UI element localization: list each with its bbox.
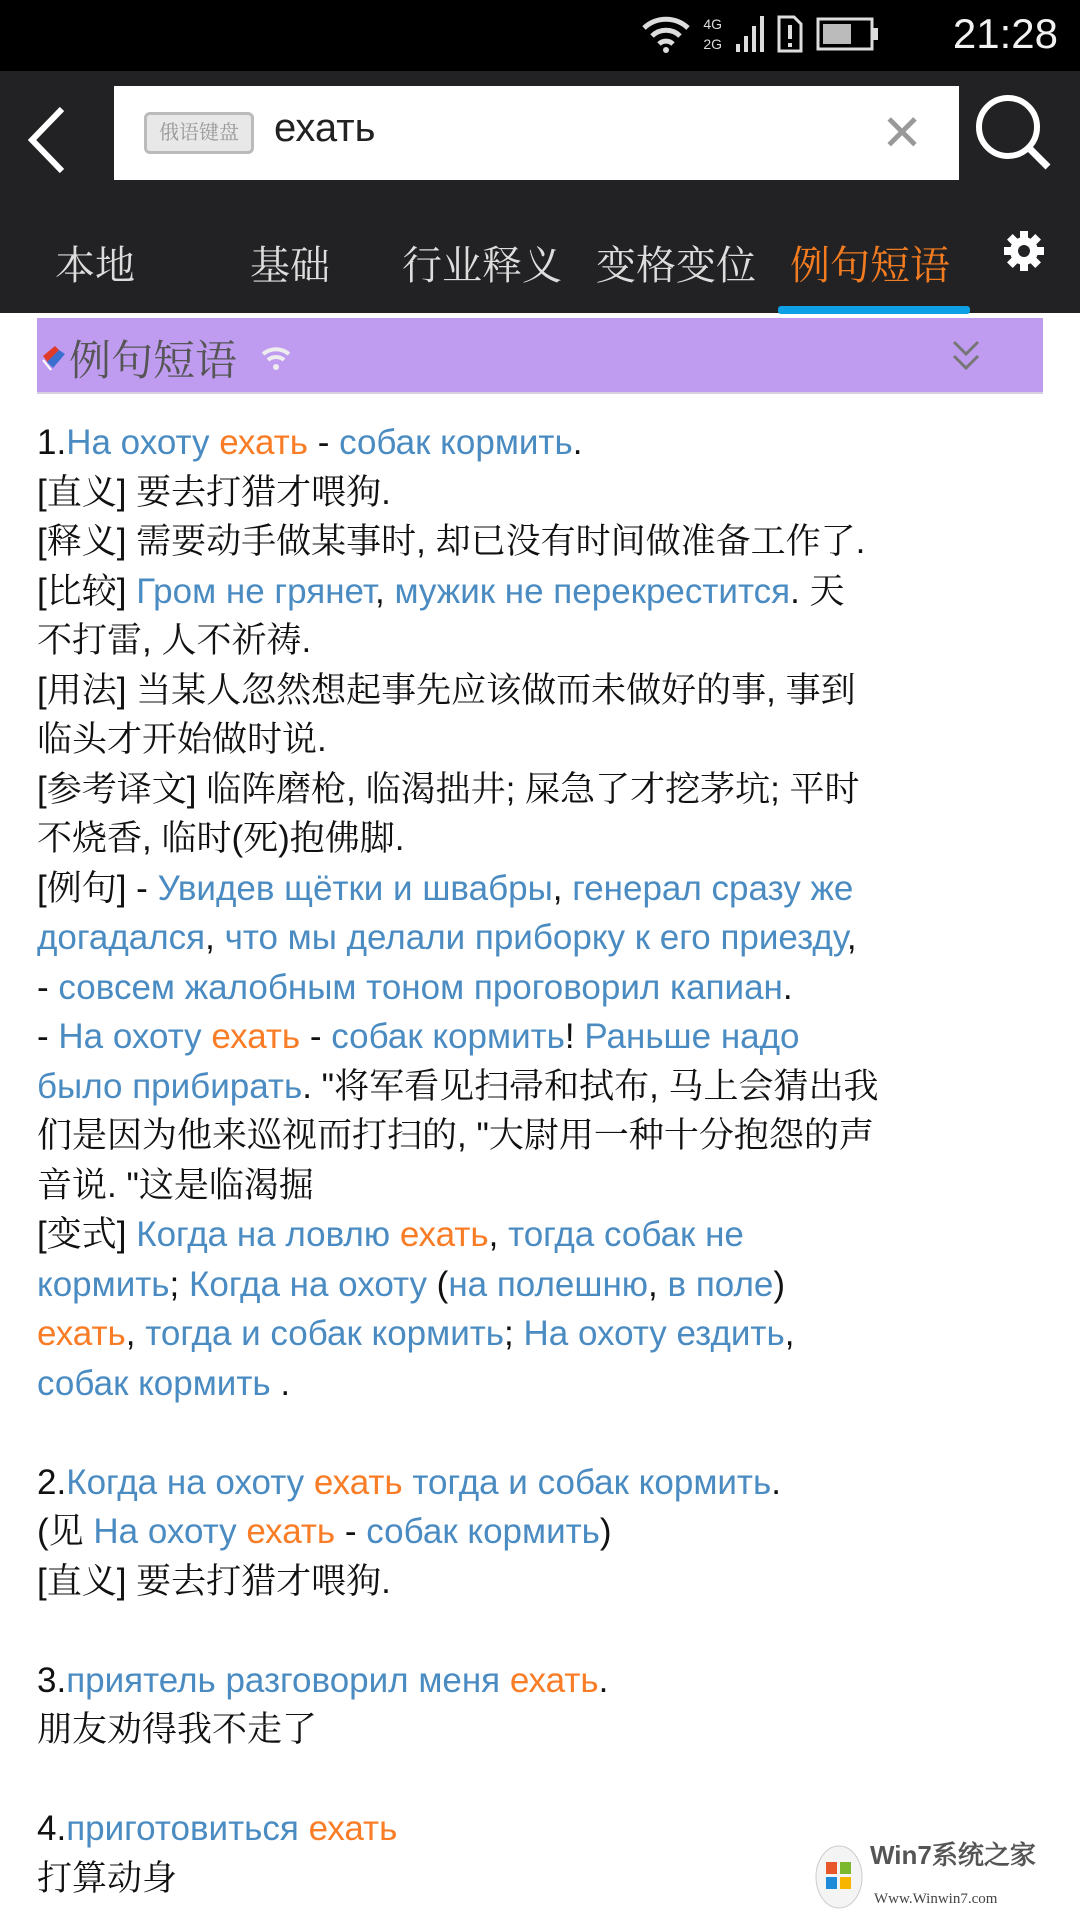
content-line	[37, 1309, 1057, 1359]
russian-phrase[interactable]: мужик не перекрестится	[394, 571, 791, 611]
content-line	[37, 517, 1057, 567]
text: 临头才开始做时说.	[37, 720, 327, 759]
content-line	[37, 1062, 1057, 1112]
text: -	[300, 1017, 332, 1056]
content-line	[37, 715, 1057, 765]
text: ,	[205, 918, 225, 957]
book-icon	[41, 342, 67, 372]
text: -	[335, 1512, 367, 1551]
text: ,	[374, 571, 395, 611]
content-line	[37, 1705, 1057, 1755]
content-line	[37, 1507, 1057, 1557]
content-line	[37, 1210, 1057, 1260]
text: ,	[846, 918, 857, 957]
text: 朋友劝得我不走了	[37, 1710, 318, 1749]
russian-phrase[interactable]: На охоту ездить	[523, 1314, 785, 1353]
text: 4.	[37, 1809, 67, 1848]
russian-phrase[interactable]: догадался	[37, 918, 206, 957]
content-line	[37, 468, 1057, 518]
text: [例句] -	[37, 868, 158, 908]
blank-line	[37, 1408, 1057, 1458]
text: ;	[169, 1264, 189, 1304]
tab-inflection[interactable]: 变格变位	[596, 244, 756, 288]
battery-icon	[816, 17, 880, 51]
active-tab-indicator	[778, 306, 970, 314]
russian-phrase[interactable]: было прибирать	[37, 1066, 303, 1106]
content-line	[37, 418, 1057, 468]
content-line	[37, 1557, 1057, 1607]
signal-icon	[703, 14, 722, 54]
text: [用法] 当某人忽然想起事先应该做而未做好的事, 事到	[37, 670, 856, 710]
content-line	[37, 1111, 1057, 1161]
windows-logo-icon	[814, 1844, 864, 1910]
text: [释义] 需要动手做某事时, 却已没有时间做准备工作了.	[37, 522, 866, 561]
content-line	[37, 963, 1057, 1013]
gear-icon[interactable]	[1002, 229, 1046, 273]
text: ,	[552, 868, 573, 908]
russian-phrase[interactable]: На охоту	[66, 423, 220, 462]
text: 不打雷, 人不祈祷.	[37, 621, 312, 660]
text: . 天	[790, 571, 845, 611]
content-line	[37, 616, 1057, 666]
text: .	[771, 1462, 781, 1502]
headword-highlight[interactable]: ехать	[37, 1314, 126, 1353]
text: 们是因为他来巡视而打扫的, "大尉用一种十分抱怨的声	[37, 1116, 874, 1155]
back-arrow-icon[interactable]	[22, 105, 82, 175]
tab-examples[interactable]: 例句短语	[790, 244, 950, 288]
text: (见	[37, 1512, 94, 1551]
content-line	[37, 1359, 1057, 1409]
text: -	[37, 967, 59, 1007]
russian-phrase[interactable]: совсем жалобным тоном проговорил капиан	[58, 967, 783, 1007]
content-line	[37, 1260, 1057, 1310]
text: .	[598, 1660, 609, 1700]
text: )	[773, 1264, 786, 1304]
russian-phrase[interactable]: собак кормить	[331, 1017, 565, 1056]
content-line	[37, 1458, 1057, 1508]
text: .	[782, 967, 793, 1007]
section-header[interactable]	[37, 318, 1043, 394]
text: 打算动身	[37, 1858, 178, 1898]
blank-line	[37, 1755, 1057, 1805]
russian-phrase[interactable]: на полешню	[448, 1264, 649, 1304]
text: ,	[125, 1314, 146, 1353]
russian-phrase[interactable]: Гром не грянет	[136, 571, 375, 611]
search-icon[interactable]	[974, 93, 1054, 173]
text: -	[307, 423, 340, 462]
russian-phrase[interactable]: в поле	[667, 1264, 774, 1304]
content-line	[37, 913, 1057, 963]
text: 3.	[37, 1660, 67, 1700]
russian-phrase[interactable]: тогда и собак кормить	[145, 1314, 505, 1353]
content-line	[37, 1012, 1057, 1062]
content-line	[37, 814, 1057, 864]
text: 音说. "这是临渴掘	[37, 1165, 314, 1205]
text: (	[436, 1264, 449, 1304]
search-box[interactable]	[114, 86, 959, 180]
russian-phrase[interactable]: Когда на охоту	[188, 1264, 437, 1304]
russian-phrase[interactable]: Увидев щётки и швабры	[157, 868, 553, 908]
headword-highlight[interactable]: ехать	[308, 1809, 398, 1848]
text: . "将军看见扫帚和拭布, 马上会猜出我	[302, 1066, 879, 1106]
toolbar	[0, 71, 1080, 313]
headword-highlight[interactable]: ехать	[313, 1462, 403, 1502]
russian-phrase[interactable]: Когда на охоту	[66, 1462, 314, 1502]
tab-bar	[0, 216, 1080, 313]
content-line	[37, 567, 1057, 617]
russian-phrase[interactable]: Раньше надо	[584, 1017, 800, 1056]
russian-phrase[interactable]: собак кормить	[339, 423, 573, 462]
section-title: 例句短语	[69, 337, 238, 384]
text: -	[37, 1017, 59, 1056]
content-line	[37, 1656, 1057, 1706]
pronunciation-signal-icon[interactable]	[259, 340, 293, 374]
wifi-icon	[641, 14, 691, 54]
russian-phrase[interactable]: собак кормить	[37, 1363, 281, 1403]
status-bar	[0, 0, 1080, 71]
double-chevron-down-icon[interactable]	[949, 336, 983, 376]
search-input[interactable]	[274, 106, 834, 151]
clock: 21:28	[952, 10, 1058, 57]
tab-local[interactable]: 本地	[55, 244, 135, 288]
russian-phrase[interactable]: тогда и собак кормить	[402, 1462, 772, 1502]
example-content	[37, 418, 1057, 1903]
text: .	[280, 1363, 291, 1403]
text: [直义] 要去打猎才喂狗.	[37, 472, 391, 512]
text: .	[572, 423, 583, 462]
text: [参考译文] 临阵磨枪, 临渴拙井; 屎急了才挖茅坑; 平时	[37, 769, 860, 809]
headword-highlight[interactable]: ехать	[509, 1660, 599, 1700]
watermark-url: Www.Winwin7.com	[874, 1891, 998, 1907]
russian-phrase[interactable]: приятель разговорил меня	[66, 1660, 510, 1700]
text: 2.	[37, 1462, 67, 1502]
headword-highlight[interactable]: ехать	[211, 1017, 301, 1056]
russian-phrase[interactable]: На охоту	[58, 1017, 212, 1056]
text: ,	[488, 1215, 509, 1254]
text: [直义] 要去打猎才喂狗.	[37, 1561, 391, 1601]
russian-phrase[interactable]: генерал сразу же	[572, 868, 854, 908]
text: 1.	[37, 423, 67, 462]
text: )	[599, 1512, 612, 1551]
russian-phrase[interactable]: кормить	[37, 1264, 170, 1304]
text: ,	[784, 1314, 795, 1353]
russian-phrase[interactable]: На охоту	[93, 1512, 247, 1551]
russian-phrase[interactable]: собак кормить	[366, 1512, 600, 1551]
tab-industry[interactable]: 行业释义	[402, 244, 562, 288]
text: [比较]	[37, 571, 137, 611]
content-line	[37, 765, 1057, 815]
network-type-top: 4G	[703, 16, 722, 32]
text: !	[564, 1017, 585, 1056]
clear-icon[interactable]: ✕	[881, 105, 923, 161]
sim-alert-icon	[776, 15, 804, 53]
text: ;	[504, 1314, 524, 1353]
headword-highlight[interactable]: ехать	[219, 423, 308, 462]
russian-keyboard-button[interactable]: 俄语键盘	[144, 112, 254, 154]
content-line	[37, 1161, 1057, 1211]
network-type-bottom: 2G	[703, 36, 722, 52]
russian-phrase[interactable]: что мы делали приборку к его приезду	[224, 918, 847, 957]
headword-highlight[interactable]: ехать	[399, 1215, 489, 1254]
content-line	[37, 864, 1057, 914]
tab-basic[interactable]: 基础	[250, 244, 330, 288]
headword-highlight[interactable]: ехать	[246, 1512, 336, 1551]
russian-phrase[interactable]: тогда собак не	[508, 1215, 744, 1254]
text: 不烧香, 临时(死)抱佛脚.	[37, 819, 405, 858]
russian-phrase[interactable]: Когда на ловлю	[136, 1215, 400, 1254]
text: [变式]	[37, 1215, 137, 1254]
text: ,	[648, 1264, 668, 1304]
watermark-brand: Win7系统之家	[870, 1840, 1036, 1870]
content-line	[37, 666, 1057, 716]
watermark	[814, 1840, 1074, 1916]
signal-bars-icon	[734, 14, 764, 54]
blank-line	[37, 1606, 1057, 1656]
russian-phrase[interactable]: приготовиться	[66, 1809, 309, 1848]
